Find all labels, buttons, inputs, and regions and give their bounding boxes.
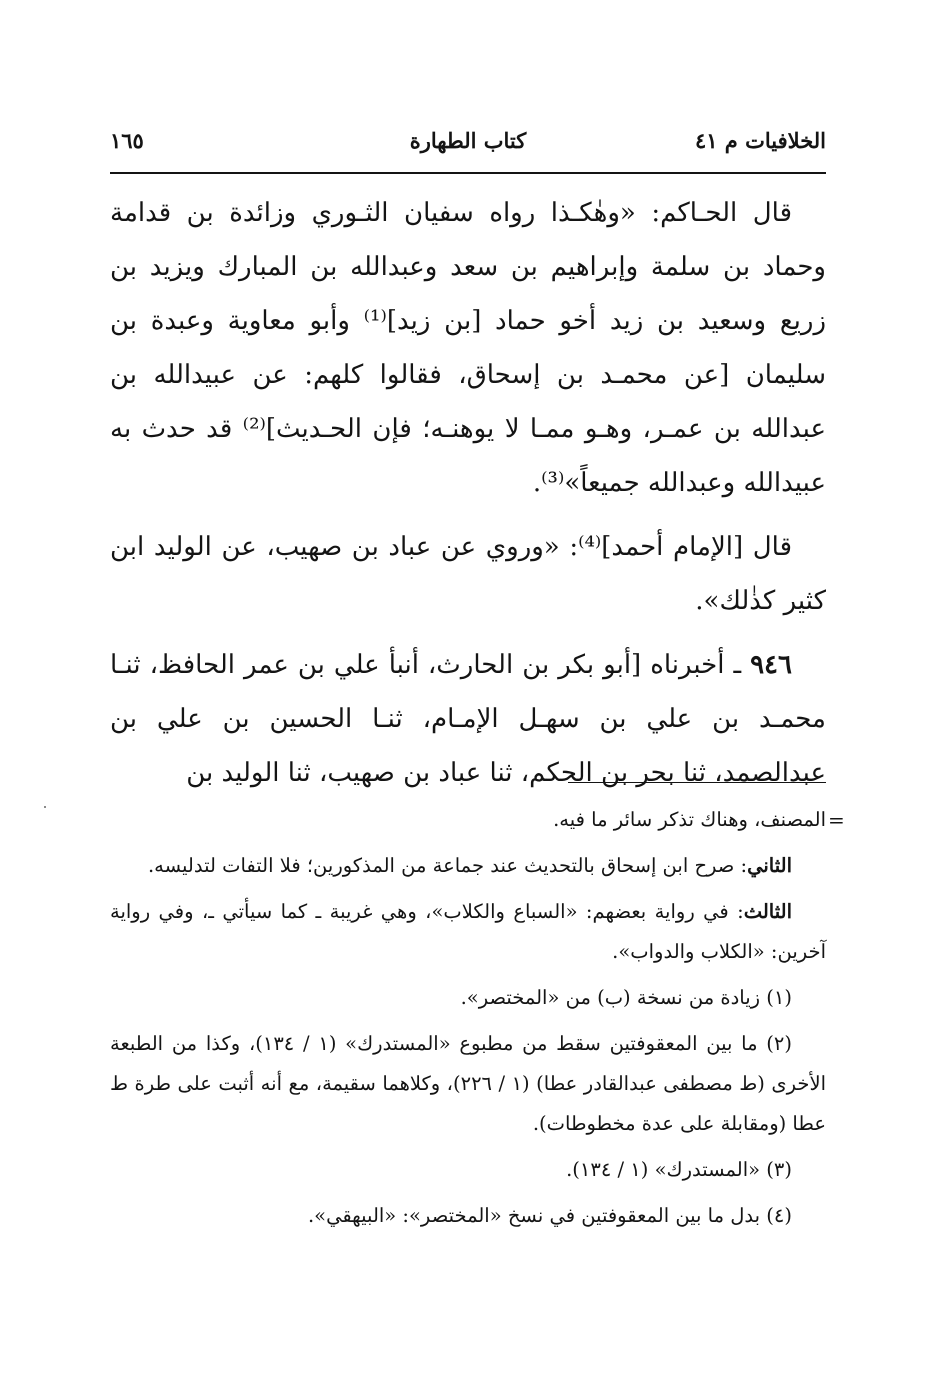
footnote-third-point — [110, 892, 826, 972]
second-text: : صرح ابن إسحاق بالتحديث عند جماعة من المذكورين؛ فلا التفات لتدليسه. — [147, 854, 748, 877]
header-divider — [110, 172, 826, 174]
footnote-4: (٤) بدل ما بين المعقوفتين في نسخ «المختصر»: «البيهقي». — [307, 1204, 792, 1227]
third-text: : في رواية بعضهم: «السباع والكلاب»، وهي غريبة ـ كما سيأتي ـ، وفي رواية آخرين: «الكلاب والدواب». — [110, 900, 826, 963]
footnote-divider — [568, 782, 826, 783]
hadith-text: ـ أخبرناه [أبو بكر بن الحارث، أنبأ علي بن عمر الحافظ، ثنـا محمـد بن علي بن سهـل الإمـام، ثنـا الحسين بن علي بن عبدالصمد، ثنا بحر بن الحكم، ثنا عباد بن صهيب، ثنا الوليد بن — [110, 650, 826, 788]
footnote-continuation: المصنف، وهناك تذكر سائر ما فيه. — [553, 808, 826, 831]
second-label: الثاني — [747, 854, 792, 877]
third-label: الثالث — [743, 900, 792, 923]
margin-speck — [44, 806, 46, 808]
header-title: كتاب الطهارة — [409, 128, 527, 153]
main-text — [110, 186, 826, 810]
footnote-1: (١) زيادة من نسخة (ب) من «المختصر». — [460, 986, 792, 1009]
footnote-continuation-mark: = — [828, 808, 845, 832]
running-header — [110, 128, 826, 164]
footnote-3: (٣) «المستدرك» (١ / ١٣٤). — [566, 1158, 792, 1181]
footnote-second-point — [110, 846, 826, 886]
paragraph-hakim-quote: قال الحـاكم: «وهٰكـذا رواه سفيان الثـوري وزائدة بن قدامة وحماد بن سلمة وإبراهيم بن سعد وعبدالله بن المبارك ويزيد بن زريع وسعيد بن زيد أخو حماد [بن زيد]⁽¹⁾ وأبو معاوية وعبدة بن سليمان [عن محمـد بن إسحاق، فقالوا كلهم: عن عبيدالله بن عبدالله بن عمـر، وهـو ممـا لا يوهنـه؛ فإن الحـديث]⁽²⁾ قد حدث به عبيدالله وعبدالله جميعاً»⁽³⁾. — [110, 198, 827, 498]
paragraph-imam-ahmad: قال [الإمام أحمد]⁽⁴⁾: «وروي عن عباد بن صهيب، عن الوليد ابن كثير كذٰلك». — [110, 532, 826, 616]
header-section: الخلافيات م ٤١ — [694, 128, 826, 153]
footnote-2: (٢) ما بين المعقوفتين سقط من مطبوع «المستدرك» (١ / ١٣٤)، وكذا من الطبعة الأخرى (ط مصطفى عبدالقادر عطا) (١ / ٢٢٦)، وكلاهما سقيمة، مع أنه أثبت على طرة ط عطا (ومقابلة على عدة مخطوطات). — [110, 1032, 827, 1135]
book-page — [110, 0, 826, 1387]
footnotes — [110, 800, 826, 1242]
page-number: ١٦٥ — [110, 128, 144, 153]
paragraph-hadith-946 — [110, 638, 826, 800]
hadith-number: ٩٤٦ — [750, 650, 792, 680]
